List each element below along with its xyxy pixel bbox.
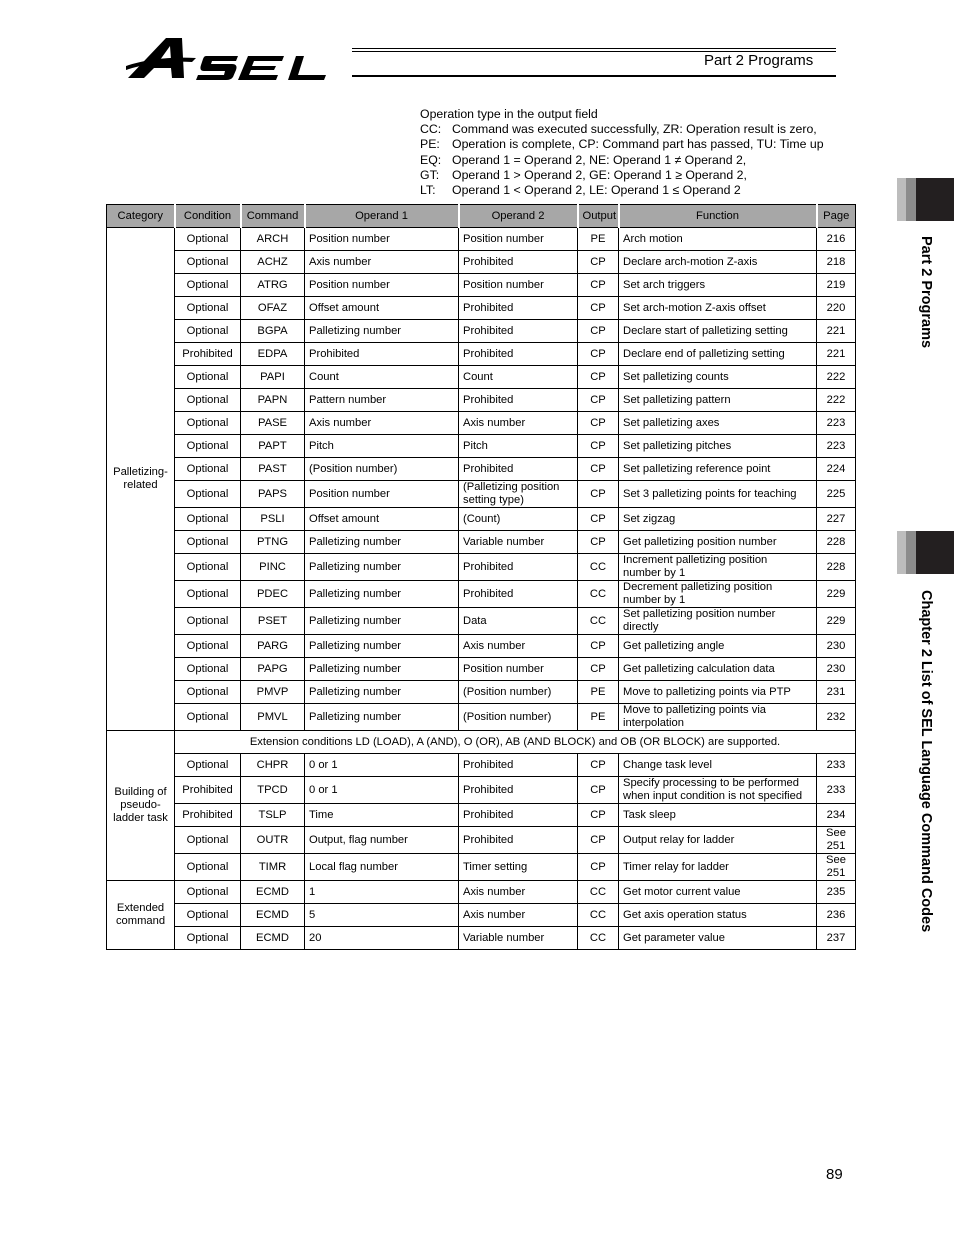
operand1-cell: Palletizing number [305,658,459,681]
output-cell: CC [578,927,619,950]
operand2-cell: Count [459,366,578,389]
page-cell: 228 [817,554,856,581]
page-cell: 231 [817,681,856,704]
operand2-cell: Axis number [459,412,578,435]
table-row [107,389,856,412]
operand2-cell: Prohibited [459,343,578,366]
operand2-cell: Axis number [459,904,578,927]
operand1-cell: Offset amount [305,508,459,531]
output-cell: CP [578,389,619,412]
table-row [107,435,856,458]
table-row [107,854,856,881]
page-cell: 230 [817,635,856,658]
operand1-cell: Prohibited [305,343,459,366]
operand1-cell: 0 or 1 [305,777,459,804]
command-table [106,204,856,950]
page-cell: 218 [817,251,856,274]
operand2-cell: Prohibited [459,320,578,343]
page-number: 89 [826,1166,843,1183]
extension-note: Extension conditions LD (LOAD), A (AND), O (OR), AB (AND BLOCK) and OB (OR BLOCK) are supported. [175,731,856,754]
output-cell: CP [578,343,619,366]
category-cell: Building of pseudo- ladder task [107,731,175,881]
page-cell: 216 [817,228,856,251]
operand2-cell: Position number [459,274,578,297]
table-row [107,274,856,297]
condition-cell: Optional [175,554,241,581]
function-cell: Output relay for ladder [619,827,817,854]
table-row [107,704,856,731]
condition-cell: Optional [175,508,241,531]
legend-code: LT: [420,183,436,198]
operand1-cell: Palletizing number [305,554,459,581]
function-cell: Get palletizing calculation data [619,658,817,681]
side-label-part: Part 2 Programs [918,236,934,349]
condition-cell: Optional [175,481,241,508]
command-cell: BGPA [241,320,305,343]
command-cell: PAPG [241,658,305,681]
operand2-cell: Prohibited [459,777,578,804]
function-cell: Get parameter value [619,927,817,950]
legend-code: GT: [420,167,440,182]
asel-logo [126,36,348,80]
operand1-cell: Palletizing number [305,608,459,635]
table-row [107,658,856,681]
output-cell: CP [578,804,619,827]
output-cell: PE [578,228,619,251]
page-cell: See 251 [817,827,856,854]
output-cell: CC [578,554,619,581]
operand2-cell: Prohibited [459,389,578,412]
command-cell: PAPN [241,389,305,412]
page-cell: 229 [817,608,856,635]
table-row [107,297,856,320]
table-row [107,554,856,581]
page-cell: 236 [817,904,856,927]
command-cell: TPCD [241,777,305,804]
command-cell: ATRG [241,274,305,297]
page-cell: 235 [817,881,856,904]
column-header: Category [107,205,175,228]
command-cell: PMVL [241,704,305,731]
table-row [107,681,856,704]
table-row [107,508,856,531]
table-row [107,481,856,508]
condition-cell: Optional [175,228,241,251]
operand1-cell: Time [305,804,459,827]
page-cell: 237 [817,927,856,950]
operand2-cell: Axis number [459,881,578,904]
condition-cell: Optional [175,927,241,950]
operand2-cell: Prohibited [459,251,578,274]
table-row [107,804,856,827]
operand2-cell: Axis number [459,635,578,658]
function-cell: Declare end of palletizing setting [619,343,817,366]
operand1-cell: Position number [305,228,459,251]
category-cell: Extended command [107,881,175,950]
output-cell: CP [578,251,619,274]
command-cell: PAPT [241,435,305,458]
operand2-cell: (Position number) [459,681,578,704]
page-cell: 230 [817,658,856,681]
operand2-cell: Variable number [459,927,578,950]
function-cell: Move to palletizing points via interpolation [619,704,817,731]
function-cell: Increment palletizing position number by 1 [619,554,817,581]
output-cell: PE [578,681,619,704]
page-cell: 225 [817,481,856,508]
condition-cell: Optional [175,581,241,608]
page-cell: 234 [817,804,856,827]
legend-text: Operand 1 < Operand 2, LE: Operand 1 ≤ Operand 2 [452,183,741,198]
function-cell: Task sleep [619,804,817,827]
operand1-cell: Output, flag number [305,827,459,854]
operand1-cell: Palletizing number [305,681,459,704]
page-cell: See 251 [817,854,856,881]
operand1-cell: Pattern number [305,389,459,412]
output-cell: CP [578,854,619,881]
command-cell: ARCH [241,228,305,251]
function-cell: Move to palletizing points via PTP [619,681,817,704]
page-cell: 222 [817,389,856,412]
table-row [107,343,856,366]
condition-cell: Optional [175,274,241,297]
category-cell: Palletizing- related [107,228,175,731]
page-cell: 223 [817,412,856,435]
table-row [107,777,856,804]
condition-cell: Optional [175,704,241,731]
table-row [107,608,856,635]
function-cell: Get palletizing position number [619,531,817,554]
command-cell: PDEC [241,581,305,608]
operand2-cell: Prohibited [459,754,578,777]
operand2-cell: Variable number [459,531,578,554]
function-cell: Get axis operation status [619,904,817,927]
output-cell: PE [578,704,619,731]
command-cell: PAPI [241,366,305,389]
condition-cell: Optional [175,881,241,904]
table-row [107,881,856,904]
operand1-cell: Axis number [305,412,459,435]
operand2-cell: Prohibited [459,827,578,854]
page-cell: 221 [817,343,856,366]
condition-cell: Optional [175,754,241,777]
page-cell: 219 [817,274,856,297]
command-cell: EDPA [241,343,305,366]
operand2-cell: Prohibited [459,458,578,481]
function-cell: Specify processing to be performed when input condition is not specified [619,777,817,804]
output-cell: CP [578,366,619,389]
page-cell: 233 [817,754,856,777]
column-header: Operand 1 [305,205,459,228]
legend-title: Operation type in the output field [420,107,598,121]
table-row [107,581,856,608]
function-cell: Set arch triggers [619,274,817,297]
operand1-cell: Palletizing number [305,704,459,731]
operand2-cell: Prohibited [459,804,578,827]
legend-row [420,137,824,152]
page-cell: 224 [817,458,856,481]
output-cell: CP [578,435,619,458]
condition-cell: Optional [175,389,241,412]
table-row [107,827,856,854]
command-cell: PSET [241,608,305,635]
side-label-chapter: Chapter 2 List of SEL Language Command Codes [918,590,934,933]
operand2-cell: Position number [459,658,578,681]
output-cell: CP [578,754,619,777]
output-cell: CP [578,412,619,435]
legend-text: Operand 1 = Operand 2, NE: Operand 1 ≠ Operand 2, [452,152,747,167]
table-row [107,531,856,554]
operand1-cell: Palletizing number [305,320,459,343]
table-header-row [107,205,856,228]
condition-cell: Optional [175,904,241,927]
operand2-cell: Position number [459,228,578,251]
output-cell: CP [578,508,619,531]
legend-code: EQ: [420,152,442,167]
function-cell: Change task level [619,754,817,777]
condition-cell: Optional [175,435,241,458]
function-cell: Set palletizing position number directly [619,608,817,635]
operand1-cell: Count [305,366,459,389]
part-title: Part 2 Programs [704,52,814,69]
command-cell: PASE [241,412,305,435]
page-cell: 223 [817,435,856,458]
function-cell: Get palletizing angle [619,635,817,658]
table-row [107,904,856,927]
command-cell: ECMD [241,904,305,927]
function-cell: Get motor current value [619,881,817,904]
table-row [107,927,856,950]
column-header: Function [619,205,817,228]
condition-cell: Optional [175,531,241,554]
output-cell: CC [578,904,619,927]
operand2-cell: (Count) [459,508,578,531]
operand1-cell: 0 or 1 [305,754,459,777]
column-header: Page [817,205,856,228]
output-cell: CP [578,481,619,508]
condition-cell: Optional [175,635,241,658]
operand1-cell: Axis number [305,251,459,274]
operand1-cell: 5 [305,904,459,927]
command-cell: PAST [241,458,305,481]
output-cell: CP [578,827,619,854]
command-cell: ECMD [241,881,305,904]
command-cell: ACHZ [241,251,305,274]
column-header: Command [241,205,305,228]
command-cell: TSLP [241,804,305,827]
condition-cell: Optional [175,412,241,435]
operand2-cell: Data [459,608,578,635]
legend-row [420,183,824,198]
table-row [107,635,856,658]
operand1-cell: Palletizing number [305,581,459,608]
page-cell: 229 [817,581,856,608]
table-row [107,366,856,389]
legend-text: Command was executed successfully, ZR: Operation result is zero, [452,122,817,137]
legend-code: PE: [420,137,440,152]
operand1-cell: Palletizing number [305,531,459,554]
operand1-cell: (Position number) [305,458,459,481]
condition-cell: Optional [175,608,241,635]
condition-cell: Optional [175,320,241,343]
operand2-cell: Prohibited [459,554,578,581]
output-cell: CP [578,658,619,681]
output-cell: CP [578,320,619,343]
function-cell: Set palletizing counts [619,366,817,389]
operand2-cell: Pitch [459,435,578,458]
legend-text: Operation is complete, CP: Command part has passed, TU: Time up [452,137,824,152]
legend-row [420,168,824,183]
output-cell: CP [578,531,619,554]
operand2-cell: (Position number) [459,704,578,731]
column-header: Condition [175,205,241,228]
command-cell: CHPR [241,754,305,777]
condition-cell: Optional [175,681,241,704]
legend-row [420,122,824,137]
page-cell: 220 [817,297,856,320]
operand1-cell: Position number [305,274,459,297]
function-cell: Arch motion [619,228,817,251]
side-tab-chapter [916,531,954,574]
page-cell: 227 [817,508,856,531]
operand1-cell: Local flag number [305,854,459,881]
function-cell: Set 3 palletizing points for teaching [619,481,817,508]
legend-row [420,153,824,168]
page-cell: 228 [817,531,856,554]
command-cell: PARG [241,635,305,658]
function-cell: Set palletizing pitches [619,435,817,458]
condition-cell: Optional [175,854,241,881]
operand1-cell: Pitch [305,435,459,458]
table-row [107,228,856,251]
operand1-cell: 20 [305,927,459,950]
condition-cell: Optional [175,251,241,274]
condition-cell: Optional [175,827,241,854]
output-cell: CP [578,297,619,320]
operand1-cell: Palletizing number [305,635,459,658]
legend-text: Operand 1 > Operand 2, GE: Operand 1 ≥ Operand 2, [452,167,747,182]
condition-cell: Optional [175,458,241,481]
command-cell: PAPS [241,481,305,508]
page-cell: 233 [817,777,856,804]
output-cell: CP [578,458,619,481]
function-cell: Set palletizing reference point [619,458,817,481]
command-cell: PINC [241,554,305,581]
table-row [107,320,856,343]
operand1-cell: Position number [305,481,459,508]
function-cell: Set palletizing axes [619,412,817,435]
side-tab-part [916,178,954,221]
function-cell: Set zigzag [619,508,817,531]
table-row [107,731,856,754]
output-cell: CC [578,881,619,904]
command-cell: PTNG [241,531,305,554]
output-cell: CP [578,274,619,297]
output-cell: CC [578,581,619,608]
table-row [107,251,856,274]
page-cell: 232 [817,704,856,731]
operand1-cell: Offset amount [305,297,459,320]
function-cell: Timer relay for ladder [619,854,817,881]
command-cell: PMVP [241,681,305,704]
command-cell: OFAZ [241,297,305,320]
column-header: Operand 2 [459,205,578,228]
command-cell: PSLI [241,508,305,531]
function-cell: Declare start of palletizing setting [619,320,817,343]
output-cell: CP [578,635,619,658]
output-cell: CC [578,608,619,635]
table-row [107,754,856,777]
function-cell: Set arch-motion Z-axis offset [619,297,817,320]
condition-cell: Prohibited [175,343,241,366]
operand1-cell: 1 [305,881,459,904]
condition-cell: Optional [175,658,241,681]
function-cell: Decrement palletizing position number by 1 [619,581,817,608]
side-tab-marker [897,178,916,221]
table-row [107,412,856,435]
operand2-cell: Prohibited [459,297,578,320]
condition-cell: Optional [175,366,241,389]
condition-cell: Prohibited [175,804,241,827]
condition-cell: Prohibited [175,777,241,804]
page-cell: 222 [817,366,856,389]
output-legend [420,107,824,198]
command-cell: TIMR [241,854,305,881]
legend-code: CC: [420,122,442,137]
command-cell: ECMD [241,927,305,950]
function-cell: Set palletizing pattern [619,389,817,412]
output-cell: CP [578,777,619,804]
column-header: Output [578,205,619,228]
page-cell: 221 [817,320,856,343]
operand2-cell: Timer setting [459,854,578,881]
function-cell: Declare arch-motion Z-axis [619,251,817,274]
table-row [107,458,856,481]
operand2-cell: Prohibited [459,581,578,608]
side-tab-marker-2 [897,531,916,574]
operand2-cell: (Palletizing position setting type) [459,481,578,508]
command-cell: OUTR [241,827,305,854]
condition-cell: Optional [175,297,241,320]
